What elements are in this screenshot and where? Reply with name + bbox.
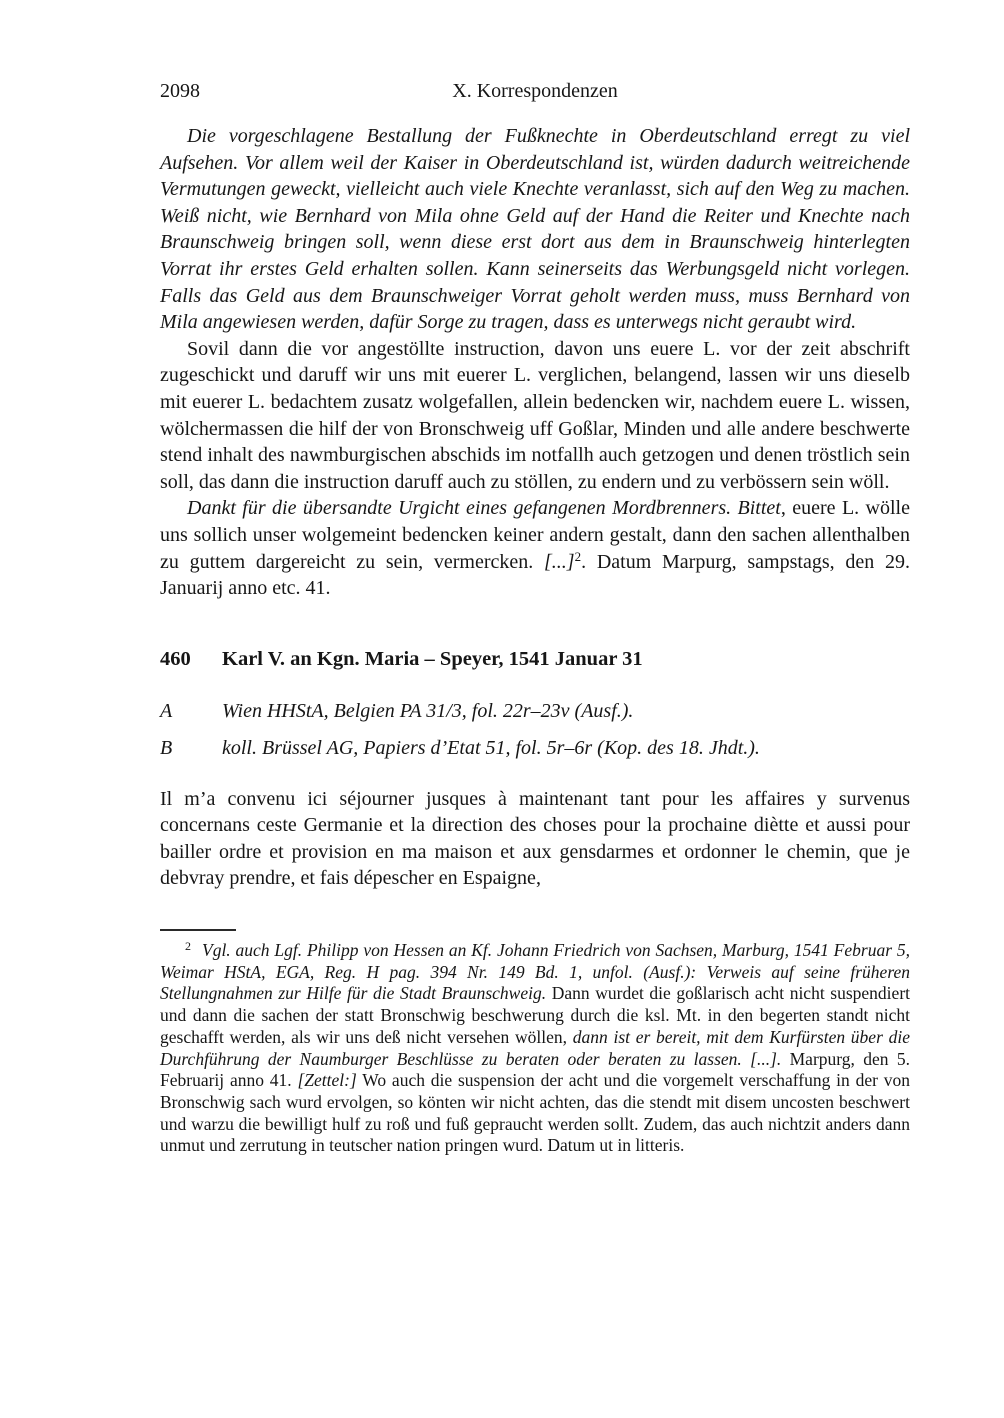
page-body <box>160 123 910 1157</box>
entry-460 <box>160 645 910 892</box>
source-siglum-a: A <box>160 699 173 722</box>
closing-regest-lead: Dankt für die übersandte Urgicht eines gefangenen Mordbrenners. Bittet <box>187 497 781 520</box>
regest-summary-paragraph: Die vorgeschlagene Bestallung der Fußknechte in Oberdeutschland erregt zu viel Aufsehen. Vor allem weil der Kaiser in Oberdeutschland ist, würden dadurch weitreichende Vermutungen geweckt, vielleicht auch viele Knechte veranlasst, sich auf den Weg zu machen. Weiß nicht, wie Bernhard von Mila ohne Geld auf der Hand die Reiter und Knechte nach Braunschweig bringen soll, wenn diese erst dort aus dem in Braunschweig hinterlegten Vorrat ihr erstes Geld erhalten sollen. Kann seinerseits das Werbungsgeld nicht vorlegen. Falls das Geld aus dem Braunschweiger Vorrat geholt werden muss, muss Bernhard von Mila angewiesen werden, dafür Sorge zu tragen, dass es unterwegs nicht geraubt wird. <box>160 125 910 334</box>
source-text-b: koll. Brüssel AG, Papiers d’Etat 51, fol. 5r–6r (Kop. des 18. Jhdt.). <box>222 736 760 759</box>
footnote-2 <box>160 940 910 1157</box>
footnote-rule <box>160 929 236 931</box>
closing-text: , euere L. wölle uns sollich unser wolgemeint bedencken keiner andern gestalt, dann den sachen allenthalben zu guttem dargereicht zu sein, vermercken. <box>160 497 910 573</box>
instruction-paragraph: Sovil dann die vor angestöllte instruction, davon uns euere L. vor der zeit abschrift zugeschickt und daruff wir uns mit euerer L. verglichen, belangend, lassen wir uns dieselb mit euerer L. bedachtem zusatz wolgefallen, allein bedencken wir, nachdem euere L. wissen, wölchermassen die hilf der von Bronschweig uff Goßlar, Minden und alle andere beschwerte stend inhalt des nawmburgischen abschids im notfallh auch getzogen und denen tröstlich sein soll, das dann die instruction daruff auch zu stöllen, zu endern und zu verbössern sein wöll. <box>160 337 910 493</box>
footnote-zettel-label: [Zettel:] <box>297 1070 357 1091</box>
entry-title: Karl V. an Kgn. Maria – Speyer, 1541 Januar 31 <box>222 647 643 670</box>
page-number: 2098 <box>160 80 200 102</box>
source-text-a: Wien HHStA, Belgien PA 31/3, fol. 22r–23v (Ausf.). <box>222 699 634 722</box>
source-line-b <box>160 735 910 761</box>
footnote-area <box>160 929 910 1157</box>
closing-datum: . Datum Marpurg, sampstags, den 29. Januarij anno etc. 41. <box>160 550 910 600</box>
entry-heading <box>160 645 910 673</box>
footnote-reference-2: 2 <box>574 548 582 564</box>
running-head: X. Korrespondenzen <box>452 80 618 102</box>
footnote-citation-italic: Vgl. auch Lgf. Philipp von Hessen an Kf. Johann Friedrich von Sachsen, Marburg, 1541 Februar 5, Weimar HStA, EGA, Reg. H pag. 394 Nr. 149 Bd. 1, unfol. (Ausf.): Verweis auf seine früheren Stellungnahmen zur Hilfe für die Stadt Braunschweig. <box>160 940 910 1004</box>
letter-opening-paragraph: Il m’a convenu ici séjourner jusques à maintenant tant pour les affaires y survenus concernans ceste Germanie et la direction des choses pour la prochaine diètte et aussi pour bailler ordre et provision en ma maison et aux gensdarmes et ordonner le chemin, que je debvray prendre, et fais dépescher en Espaigne, <box>160 787 910 890</box>
footnote-quote-text-1: Dann wurdet die goßlarisch acht nicht suspendiert und dann die sachen der statt Bronschwig beschwerung durch die ksl. Mt. in den begerten standt nicht geschafft werden, als wir uns deß nicht versehen wöllen, <box>160 983 911 1047</box>
entry-number: 460 <box>160 647 191 670</box>
footnote-quote-text-2: Wo auch die suspension der acht und die vorgemelt verschaffung in der von Bronschwig sach wurd ervolgen, so könten wir nicht achten, das die stendt mit disem uncosten beschwert und warzu die bewilligt hulf zu roß und fuß gepraucht werden sollt. Zudem, das auch nichtzit anders dann unmut und zerrutung in teutscher nation pringen wurd. Datum ut in litteris. <box>160 1070 910 1156</box>
footnote-datum-text: Marpurg, den 5. Februarij anno 41. <box>160 1048 910 1091</box>
closing-omission-mark: [...] <box>544 550 575 573</box>
footnote-marker: 2 <box>185 939 191 954</box>
source-siglum-b: B <box>160 736 173 759</box>
closing-paragraph <box>160 495 910 601</box>
footnote-regest-italic: dann ist er bereit, mit dem Kurfürsten über die Durchführung der Naumburger Beschlüsse zu beraten oder beraten zu lassen. [...]. <box>160 1026 910 1069</box>
source-line-a <box>160 698 910 724</box>
page-header <box>160 78 910 104</box>
